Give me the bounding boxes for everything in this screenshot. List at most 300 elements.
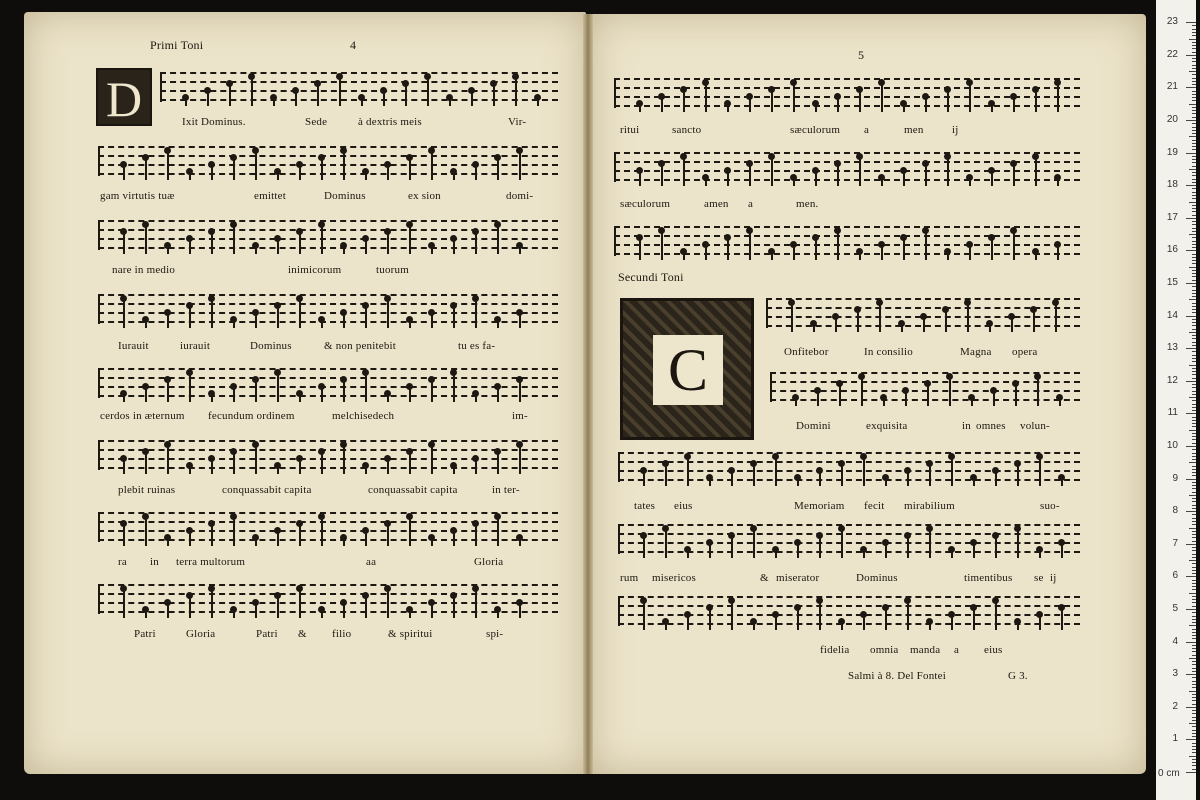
ruler-tick <box>1192 550 1196 551</box>
note-stem <box>167 153 169 180</box>
lyric-syllable: Gloria <box>186 628 216 640</box>
ruler-tick <box>1186 576 1196 577</box>
staff-line <box>160 81 558 83</box>
note-stem <box>273 100 275 106</box>
ruler-tick <box>1192 420 1196 421</box>
note-stem <box>453 533 455 546</box>
ruler-tick <box>1192 752 1196 753</box>
ruler-tick <box>1189 39 1196 40</box>
ruler-tick <box>1186 87 1196 88</box>
note-stem <box>471 93 473 106</box>
lyric-syllable: suo- <box>1040 500 1060 512</box>
note-stem <box>863 617 865 630</box>
note-stem <box>819 538 821 558</box>
ruler-tick <box>1192 159 1196 160</box>
note-stem <box>361 100 363 106</box>
ruler-tick <box>1192 335 1196 336</box>
ruler-tick <box>1189 397 1196 398</box>
note-stem <box>709 545 711 558</box>
note-stem <box>1011 319 1013 332</box>
note-stem <box>321 454 323 474</box>
note-stem <box>951 617 953 630</box>
staff-line <box>98 368 558 370</box>
note-stem <box>299 526 301 546</box>
note-stem <box>211 396 213 402</box>
note-stem <box>189 308 191 328</box>
lyric-syllable: & spiritui <box>388 628 433 640</box>
ruler-tick <box>1192 651 1196 652</box>
ruler-tick <box>1192 306 1196 307</box>
ruler-tick <box>1192 303 1196 304</box>
ruler-tick <box>1192 166 1196 167</box>
ruler-tick <box>1192 228 1196 229</box>
note-stem <box>839 386 841 406</box>
note-stem <box>431 153 433 180</box>
note-stem <box>343 447 345 474</box>
staff-barline <box>770 372 772 402</box>
note-stem <box>387 461 389 474</box>
ruler-tick <box>1192 433 1196 434</box>
ruler-tick <box>1186 55 1196 56</box>
ruler-tick <box>1192 469 1196 470</box>
ruler-tick <box>1192 423 1196 424</box>
note-stem <box>409 519 411 546</box>
note-stem <box>639 173 641 186</box>
ruler-tick <box>1189 299 1196 300</box>
staff-line <box>98 229 558 231</box>
ruler-tick <box>1192 42 1196 43</box>
ruler-tick <box>1186 707 1196 708</box>
note-stem <box>365 375 367 402</box>
note-stem <box>731 538 733 558</box>
ruler-tick <box>1192 257 1196 258</box>
ruler-tick <box>1186 609 1196 610</box>
music-staff <box>614 152 1080 182</box>
note-stem <box>343 248 345 254</box>
note-stem <box>317 86 319 106</box>
note-stem <box>497 322 499 328</box>
note-stem <box>771 254 773 260</box>
note-stem <box>991 240 993 260</box>
note-stem <box>881 180 883 186</box>
note-stem <box>365 174 367 180</box>
ruler-tick <box>1192 215 1196 216</box>
note-stem <box>255 153 257 180</box>
ruler-tick <box>1192 567 1196 568</box>
note-stem <box>683 254 685 260</box>
note-stem <box>705 180 707 186</box>
note-stem <box>365 308 367 328</box>
ruler-tick <box>1192 586 1196 587</box>
measuring-ruler <box>1156 0 1196 800</box>
ruler-tick <box>1192 309 1196 310</box>
note-stem <box>189 598 191 618</box>
note-stem <box>233 519 235 546</box>
note-stem <box>321 160 323 180</box>
note-stem <box>299 591 301 618</box>
ruler-tick <box>1192 681 1196 682</box>
lyric-syllable: plebit ruinas <box>118 484 176 496</box>
lyric-syllable: ex sion <box>408 190 441 202</box>
ruler-tick <box>1192 563 1196 564</box>
ruler-tick <box>1192 436 1196 437</box>
lyric-syllable: omnes <box>976 420 1006 432</box>
note-stem <box>277 174 279 180</box>
lyric-syllable: melchisedech <box>332 410 395 422</box>
ruler-tick <box>1192 583 1196 584</box>
ruler-tick <box>1189 495 1196 496</box>
note-stem <box>643 473 645 486</box>
ruler-tick <box>1189 332 1196 333</box>
ruler-tick <box>1192 280 1196 281</box>
staff-line <box>618 533 1080 535</box>
ruler-number: 5 <box>1172 603 1178 614</box>
lyric-syllable: amen <box>704 198 729 210</box>
ruler-tick <box>1192 655 1196 656</box>
note-stem <box>947 92 949 112</box>
staff-barline <box>614 78 616 108</box>
note-stem <box>951 552 953 558</box>
ruler-tick <box>1186 22 1196 23</box>
note-stem <box>321 322 323 328</box>
ruler-tick <box>1192 518 1196 519</box>
note-stem <box>907 473 909 486</box>
note-stem <box>431 382 433 402</box>
ruler-tick <box>1192 573 1196 574</box>
ruler-tick <box>1192 531 1196 532</box>
note-stem <box>387 167 389 180</box>
ruler-number: 15 <box>1166 277 1178 288</box>
note-stem <box>885 545 887 558</box>
note-stem <box>815 173 817 186</box>
lyric-syllable: Dominus <box>324 190 366 202</box>
lyric-syllable: iurauit <box>180 340 211 352</box>
lyric-syllable: à dextris meis <box>358 116 422 128</box>
note-stem <box>383 93 385 106</box>
note-stem <box>771 92 773 112</box>
ruler-tick <box>1192 149 1196 150</box>
ruler-tick <box>1192 74 1196 75</box>
ruler-tick <box>1192 746 1196 747</box>
note-stem <box>233 160 235 180</box>
ruler-tick <box>1192 241 1196 242</box>
lyric-syllable: inimicorum <box>288 264 342 276</box>
music-staff <box>98 584 558 614</box>
ruler-tick <box>1192 100 1196 101</box>
ruler-tick <box>1189 462 1196 463</box>
ruler-tick <box>1186 218 1196 219</box>
ruler-tick <box>1192 368 1196 369</box>
ruler-tick <box>1192 482 1196 483</box>
lyric-syllable: Dominus <box>250 340 292 352</box>
note-stem <box>387 396 389 402</box>
ruler-tick <box>1192 394 1196 395</box>
note-stem <box>387 591 389 618</box>
note-stem <box>753 531 755 558</box>
ruler-tick <box>1186 250 1196 251</box>
note-stem <box>1061 480 1063 486</box>
ruler-tick <box>1192 704 1196 705</box>
note-stem <box>995 538 997 558</box>
note-stem <box>207 93 209 106</box>
note-stem <box>967 305 969 332</box>
note-stem <box>881 85 883 112</box>
note-stem <box>233 322 235 328</box>
note-stem <box>815 240 817 260</box>
ruler-tick <box>1192 58 1196 59</box>
decorated-initial-d: D <box>96 68 152 126</box>
ruler-tick <box>1192 596 1196 597</box>
note-stem <box>167 382 169 402</box>
ruler-tick <box>1186 153 1196 154</box>
ruler-tick <box>1192 524 1196 525</box>
note-stem <box>123 526 125 546</box>
lyric-syllable: & <box>298 628 307 640</box>
ruler-tick <box>1192 684 1196 685</box>
ruler-tick <box>1192 417 1196 418</box>
ruler-tick <box>1192 547 1196 548</box>
note-stem <box>211 234 213 254</box>
ruler-tick <box>1192 355 1196 356</box>
note-stem <box>863 552 865 558</box>
note-stem <box>409 612 411 618</box>
staff-line <box>98 294 558 296</box>
ruler-tick <box>1192 736 1196 737</box>
note-stem <box>1013 233 1015 260</box>
note-stem <box>145 519 147 546</box>
ruler-number: 10 <box>1166 440 1178 451</box>
ruler-tick <box>1192 726 1196 727</box>
ruler-number: 11 <box>1167 407 1178 419</box>
note-stem <box>427 79 429 106</box>
music-staff <box>618 596 1080 626</box>
ruler-number: 7 <box>1172 537 1178 549</box>
ruler-tick <box>1189 625 1196 626</box>
note-stem <box>929 531 931 558</box>
lyric-syllable: in <box>150 556 159 568</box>
note-stem <box>969 180 971 186</box>
ruler-tick <box>1192 146 1196 147</box>
note-stem <box>1061 545 1063 558</box>
note-stem <box>973 480 975 486</box>
note-stem <box>211 301 213 328</box>
ruler-tick <box>1192 632 1196 633</box>
note-stem <box>145 612 147 618</box>
note-stem <box>903 240 905 260</box>
ruler-tick <box>1192 371 1196 372</box>
note-stem <box>277 241 279 254</box>
music-staff <box>618 524 1080 554</box>
note-stem <box>255 315 257 328</box>
note-stem <box>277 308 279 328</box>
ruler-tick <box>1192 182 1196 183</box>
lyric-syllable: eius <box>674 500 693 512</box>
note-stem <box>123 461 125 474</box>
staff-barline <box>618 524 620 554</box>
ruler-tick <box>1192 426 1196 427</box>
note-stem <box>727 173 729 186</box>
section-title: Secundi Toni <box>618 270 684 284</box>
note-stem <box>925 99 927 112</box>
ruler-tick <box>1192 130 1196 131</box>
ruler-tick <box>1189 593 1196 594</box>
staff-barline <box>614 226 616 256</box>
music-staff <box>770 372 1080 402</box>
note-stem <box>189 241 191 254</box>
ruler-tick <box>1189 169 1196 170</box>
ruler-tick <box>1189 202 1196 203</box>
music-staff <box>160 72 558 102</box>
page-footer: Salmi à 8. Del Fontei <box>848 670 946 682</box>
note-stem <box>233 612 235 618</box>
ruler-tick <box>1192 534 1196 535</box>
ruler-tick <box>1192 29 1196 30</box>
ruler-tick <box>1192 671 1196 672</box>
staff-line <box>98 593 558 595</box>
note-stem <box>683 92 685 112</box>
note-stem <box>211 526 213 546</box>
note-stem <box>749 99 751 112</box>
lyric-syllable: sæculorum <box>790 124 841 136</box>
note-stem <box>189 533 191 546</box>
ruler-tick <box>1192 175 1196 176</box>
note-stem <box>475 167 477 180</box>
note-stem <box>453 375 455 402</box>
note-stem <box>145 160 147 180</box>
signature-mark: G 3. <box>1008 670 1028 682</box>
note-stem <box>233 227 235 254</box>
staff-line <box>766 298 1080 300</box>
ruler-number: 18 <box>1166 179 1178 191</box>
note-stem <box>519 315 521 328</box>
lyric-syllable: terra multorum <box>176 556 246 568</box>
note-stem <box>167 248 169 254</box>
ruler-tick <box>1192 117 1196 118</box>
ruler-tick <box>1192 668 1196 669</box>
lyric-syllable: Magna <box>960 346 992 358</box>
note-stem <box>643 603 645 630</box>
ruler-tick <box>1192 697 1196 698</box>
ruler-tick <box>1192 91 1196 92</box>
decorated-initial-c <box>620 298 754 440</box>
lyric-syllable: Memoriam <box>794 500 845 512</box>
note-stem <box>431 248 433 254</box>
lyric-syllable: a <box>864 124 870 136</box>
note-stem <box>775 459 777 486</box>
ruler-tick <box>1186 642 1196 643</box>
note-stem <box>835 319 837 332</box>
ruler-number: 14 <box>1166 309 1178 321</box>
note-stem <box>813 326 815 332</box>
note-stem <box>339 79 341 106</box>
music-staff <box>98 146 558 176</box>
staff-barline <box>618 596 620 626</box>
note-stem <box>989 326 991 332</box>
ruler-tick <box>1186 413 1196 414</box>
note-stem <box>1039 617 1041 630</box>
note-stem <box>299 461 301 474</box>
lyric-syllable: tuorum <box>376 264 409 276</box>
lyric-syllable: aa <box>366 556 377 568</box>
note-stem <box>211 591 213 618</box>
ruler-tick <box>1192 570 1196 571</box>
note-stem <box>321 227 323 254</box>
ruler-unit-label: 0 cm <box>1158 768 1180 779</box>
ruler-tick <box>1189 71 1196 72</box>
ruler-number: 21 <box>1166 81 1178 93</box>
note-stem <box>819 603 821 630</box>
note-stem <box>727 240 729 260</box>
ruler-tick <box>1192 404 1196 405</box>
ruler-tick <box>1189 658 1196 659</box>
ruler-number: 12 <box>1166 374 1178 386</box>
note-stem <box>753 624 755 630</box>
ruler-tick <box>1192 648 1196 649</box>
ruler-tick <box>1192 286 1196 287</box>
lyric-syllable: nare in medio <box>112 264 176 276</box>
note-stem <box>1013 99 1015 112</box>
ruler-tick <box>1192 645 1196 646</box>
book-gutter <box>583 14 593 774</box>
ruler-tick <box>1192 521 1196 522</box>
ruler-tick <box>1186 544 1196 545</box>
lyric-syllable: tu es fa- <box>458 340 496 352</box>
note-stem <box>321 612 323 618</box>
note-stem <box>879 305 881 332</box>
note-stem <box>661 99 663 112</box>
note-stem <box>1017 466 1019 486</box>
ruler-tick <box>1192 599 1196 600</box>
lyric-syllable: timentibus <box>964 572 1013 584</box>
left-page-header: Primi Toni <box>150 38 204 52</box>
ruler-tick <box>1186 120 1196 121</box>
note-stem <box>251 79 253 106</box>
ruler-number: 4 <box>1172 635 1178 647</box>
ruler-tick <box>1189 365 1196 366</box>
ruler-tick <box>1192 143 1196 144</box>
note-stem <box>731 603 733 630</box>
note-stem <box>321 389 323 402</box>
lyric-syllable: men <box>904 124 924 136</box>
note-stem <box>841 466 843 486</box>
ruler-tick <box>1192 195 1196 196</box>
note-stem <box>929 466 931 486</box>
ruler-tick <box>1192 192 1196 193</box>
note-stem <box>365 241 367 254</box>
ruler-tick <box>1192 589 1196 590</box>
lyric-syllable: emittet <box>254 190 286 202</box>
note-stem <box>973 610 975 630</box>
ruler-tick <box>1189 234 1196 235</box>
note-stem <box>925 166 927 186</box>
note-stem <box>123 167 125 180</box>
note-stem <box>973 545 975 558</box>
note-stem <box>949 379 951 406</box>
note-stem <box>299 396 301 402</box>
note-stem <box>639 106 641 112</box>
ruler-tick <box>1192 384 1196 385</box>
ruler-number: 23 <box>1166 16 1178 28</box>
staff-barline <box>98 440 100 470</box>
ruler-tick <box>1192 687 1196 688</box>
lyric-syllable: mirabilium <box>904 500 955 512</box>
ruler-tick <box>1192 322 1196 323</box>
note-stem <box>409 454 411 474</box>
staff-line <box>618 596 1080 598</box>
lyric-syllable: Gloria <box>474 556 504 568</box>
music-staff <box>98 512 558 542</box>
music-staff <box>98 368 558 398</box>
